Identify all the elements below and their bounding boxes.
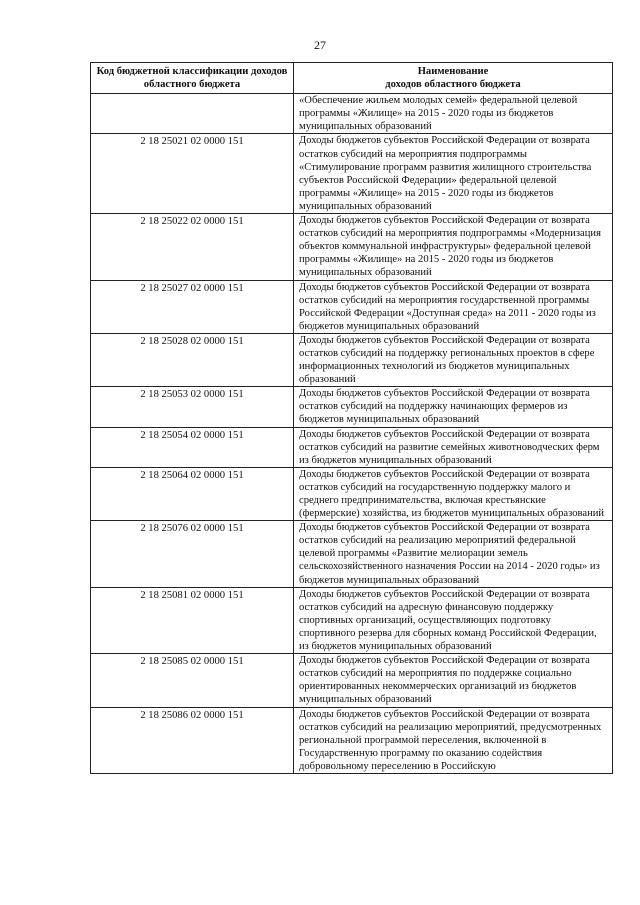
row-name: Доходы бюджетов субъектов Российской Федерации от возврата остатков субсидий на мероприятия подпрограммы «Модернизация объектов коммунальной инфраструктуры» федеральной целевой программы «Жилище» на 2015 - 2020 годы из бюджетов муниципальных образований xyxy=(294,214,613,280)
header-name xyxy=(294,63,613,94)
table-row xyxy=(91,134,613,214)
row-name: Доходы бюджетов субъектов Российской Федерации от возврата остатков субсидий на мероприятия подпрограммы «Стимулирование программ развития жилищного строительства субъектов Российской Федерации» федеральной целевой программы «Жилище» на 2015 - 2020 годы из бюджетов муниципальных образований xyxy=(294,134,613,214)
row-code: 2 18 25027 02 0000 151 xyxy=(91,280,294,333)
row-code: 2 18 25053 02 0000 151 xyxy=(91,387,294,427)
row-code: 2 18 25086 02 0000 151 xyxy=(91,707,294,773)
table-row xyxy=(91,333,613,386)
table-row xyxy=(91,427,613,467)
row-code: 2 18 25021 02 0000 151 xyxy=(91,134,294,214)
row-name: Доходы бюджетов субъектов Российской Федерации от возврата остатков субсидий на адресную финансовую поддержку спортивных организаций, осуществляющих подготовку спортивного резерва для сборных команд Российской Федерации, из бюджетов муниципальных образований xyxy=(294,587,613,653)
row-name: «Обеспечение жильем молодых семей» федеральной целевой программы «Жилище» на 2015 - 2020 годы из бюджетов муниципальных образований xyxy=(294,94,613,134)
table-row xyxy=(91,94,613,134)
table-row xyxy=(91,467,613,520)
row-name: Доходы бюджетов субъектов Российской Федерации от возврата остатков субсидий на поддержку начинающих фермеров из бюджетов муниципальных образований xyxy=(294,387,613,427)
row-code: 2 18 25085 02 0000 151 xyxy=(91,654,294,707)
row-code: 2 18 25054 02 0000 151 xyxy=(91,427,294,467)
row-code: 2 18 25076 02 0000 151 xyxy=(91,521,294,587)
table-row xyxy=(91,587,613,653)
header-code: Код бюджетной классификации доходов областного бюджета xyxy=(91,63,294,94)
row-name: Доходы бюджетов субъектов Российской Федерации от возврата остатков субсидий на развитие семейных животноводческих ферм из бюджетов муниципальных образований xyxy=(294,427,613,467)
row-name: Доходы бюджетов субъектов Российской Федерации от возврата остатков субсидий на реализацию мероприятий, предусмотренных региональной программой переселения, включенной в Государственную программу по оказанию содействия добровольному переселению в Российскую xyxy=(294,707,613,773)
row-name: Доходы бюджетов субъектов Российской Федерации от возврата остатков субсидий на государственную поддержку малого и среднего предпринимательства, включая крестьянские (фермерские) хозяйства, из бюджетов муниципальных образований xyxy=(294,467,613,520)
budget-classification-table xyxy=(90,62,613,774)
header-name-line1: Наименование xyxy=(417,66,489,77)
row-name: Доходы бюджетов субъектов Российской Федерации от возврата остатков субсидий на мероприятия государственной программы Российской Федерации «Доступная среда» на 2011 - 2020 годы из бюджетов муниципальных образований xyxy=(294,280,613,333)
table-row xyxy=(91,654,613,707)
page-number: 27 xyxy=(314,38,326,52)
row-code: 2 18 25081 02 0000 151 xyxy=(91,587,294,653)
table-row xyxy=(91,387,613,427)
table-row xyxy=(91,214,613,280)
row-code xyxy=(91,94,294,134)
row-name: Доходы бюджетов субъектов Российской Федерации от возврата остатков субсидий на поддержку региональных проектов в сфере информационных технологий из бюджетов муниципальных образований xyxy=(294,333,613,386)
table-row xyxy=(91,280,613,333)
row-name: Доходы бюджетов субъектов Российской Федерации от возврата остатков субсидий на реализацию мероприятий федеральной целевой программы «Развитие мелиорации земель сельскохозяйственного назначения России на 2014 - 2020 годы» из бюджетов муниципальных образований xyxy=(294,521,613,587)
row-code: 2 18 25022 02 0000 151 xyxy=(91,214,294,280)
row-code: 2 18 25064 02 0000 151 xyxy=(91,467,294,520)
row-name: Доходы бюджетов субъектов Российской Федерации от возврата остатков субсидий на мероприятия по поддержке социально ориентированных некоммерческих организаций из бюджетов муниципальных образований xyxy=(294,654,613,707)
table-header-row xyxy=(91,63,613,94)
table-row xyxy=(91,521,613,587)
header-name-line2: доходов областного бюджета xyxy=(385,79,521,91)
row-code: 2 18 25028 02 0000 151 xyxy=(91,333,294,386)
table-row xyxy=(91,707,613,773)
